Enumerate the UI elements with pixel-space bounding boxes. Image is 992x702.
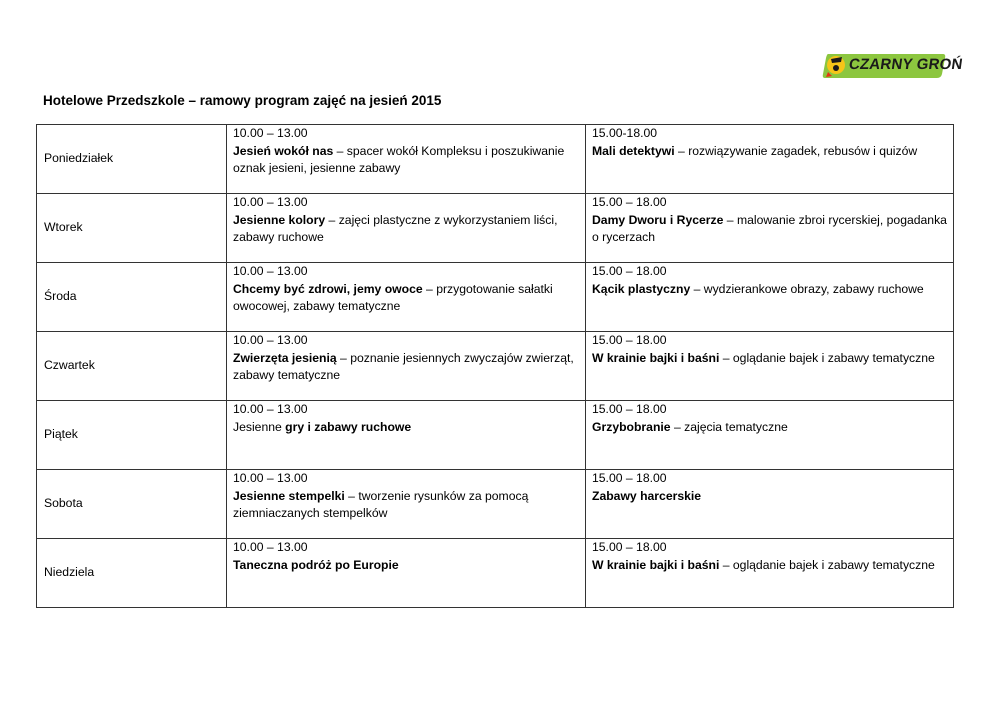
morning-time: 10.00 – 13.00 [233,402,308,416]
morning-activity-cell [227,332,586,401]
day-cell: Czwartek [37,332,227,401]
activity-details: – oglądanie bajek i zabawy tematyczne [719,350,935,365]
activity-details: – rozwiązywanie zagadek, rebusów i quizów [674,143,918,158]
afternoon-activity-cell [586,263,954,332]
afternoon-description [592,488,947,506]
activity-details: – zajęcia tematyczne [670,419,788,434]
page-title: Hotelowe Przedszkole – ramowy program zajęć na jesień 2015 [43,93,442,108]
logo-text: CZARNY GROŃ [847,56,964,73]
morning-description [233,281,579,316]
activity-name: Taneczna podróż po Europie [233,557,399,572]
activity-details: – spacer wokół Kompleksu i poszukiwanie oznak jesieni, jesienne zabawy [233,143,565,175]
activity-details: – malowanie zbroi rycerskiej, pogadanka o rycerzach [592,212,947,244]
morning-description [233,350,579,385]
table-row [37,125,954,194]
morning-description [233,143,579,178]
morning-time: 10.00 – 13.00 [233,195,308,209]
activity-name: Jesienne kolory [233,212,326,227]
table-row [37,263,954,332]
activity-details: – poznanie jesiennych zwyczajów zwierząt, zabawy tematyczne [233,350,574,382]
morning-activity-cell [227,539,586,608]
afternoon-activity-cell [586,194,954,263]
activity-details: – zajęci plastyczne z wykorzystaniem liści, zabawy ruchowe [233,212,558,244]
afternoon-description [592,143,947,161]
afternoon-time: 15.00 – 18.00 [592,471,667,485]
afternoon-activity-cell [586,539,954,608]
morning-time: 10.00 – 13.00 [233,540,308,554]
day-cell: Poniedziałek [37,125,227,194]
morning-description [233,488,579,523]
afternoon-activity-cell [586,125,954,194]
morning-time: 10.00 – 13.00 [233,471,308,485]
afternoon-activity-cell [586,332,954,401]
morning-activity-cell [227,263,586,332]
activity-name: Grzybobranie [592,419,671,434]
activity-prefix: Jesienne [233,419,286,434]
activity-name: Jesień wokół nas [233,143,334,158]
activity-details: – oglądanie bajek i zabawy tematyczne [719,557,935,572]
afternoon-activity-cell [586,470,954,539]
schedule-table [36,124,954,608]
morning-activity-cell [227,470,586,539]
afternoon-description [592,350,947,368]
afternoon-activity-cell [586,401,954,470]
activity-name: Jesienne stempelki [233,488,345,503]
activity-name: Kącik plastyczny [592,281,691,296]
morning-description [233,419,579,437]
afternoon-description [592,212,947,247]
afternoon-time: 15.00 – 18.00 [592,264,667,278]
afternoon-time: 15.00 – 18.00 [592,195,667,209]
afternoon-description [592,281,947,299]
afternoon-time: 15.00 – 18.00 [592,333,667,347]
morning-activity-cell [227,401,586,470]
activity-details: – tworzenie rysunków za pomocą ziemniaczanych stempelków [233,488,529,520]
table-row [37,194,954,263]
morning-description [233,557,579,575]
table-row [37,470,954,539]
day-cell: Środa [37,263,227,332]
day-cell: Niedziela [37,539,227,608]
afternoon-description [592,419,947,437]
activity-name: Chcemy być zdrowi, jemy owoce [233,281,423,296]
schedule-body [37,125,954,608]
activity-details: – wydzierankowe obrazy, zabawy ruchowe [690,281,924,296]
morning-description [233,212,579,247]
table-row [37,332,954,401]
activity-name: W krainie bajki i baśni [592,350,720,365]
activity-name: Damy Dworu i Rycerze [592,212,724,227]
czarny-gron-logo [822,52,964,79]
morning-time: 10.00 – 13.00 [233,126,308,140]
day-cell: Wtorek [37,194,227,263]
afternoon-time: 15.00-18.00 [592,126,658,140]
activity-name: Mali detektywi [592,143,675,158]
table-row [37,401,954,470]
afternoon-time: 15.00 – 18.00 [592,402,667,416]
afternoon-time: 15.00 – 18.00 [592,540,667,554]
activity-details: – przygotowanie sałatki owocowej, zabawy tematyczne [233,281,553,313]
morning-activity-cell [227,125,586,194]
morning-time: 10.00 – 13.00 [233,264,308,278]
morning-activity-cell [227,194,586,263]
activity-name: Zabawy harcerskie [592,488,702,503]
activity-name: Zwierzęta jesienią [233,350,337,365]
day-cell: Sobota [37,470,227,539]
table-row [37,539,954,608]
activity-name: W krainie bajki i baśni [592,557,720,572]
day-cell: Piątek [37,401,227,470]
activity-name: gry i zabawy ruchowe [285,419,412,434]
morning-time: 10.00 – 13.00 [233,333,308,347]
afternoon-description [592,557,947,575]
